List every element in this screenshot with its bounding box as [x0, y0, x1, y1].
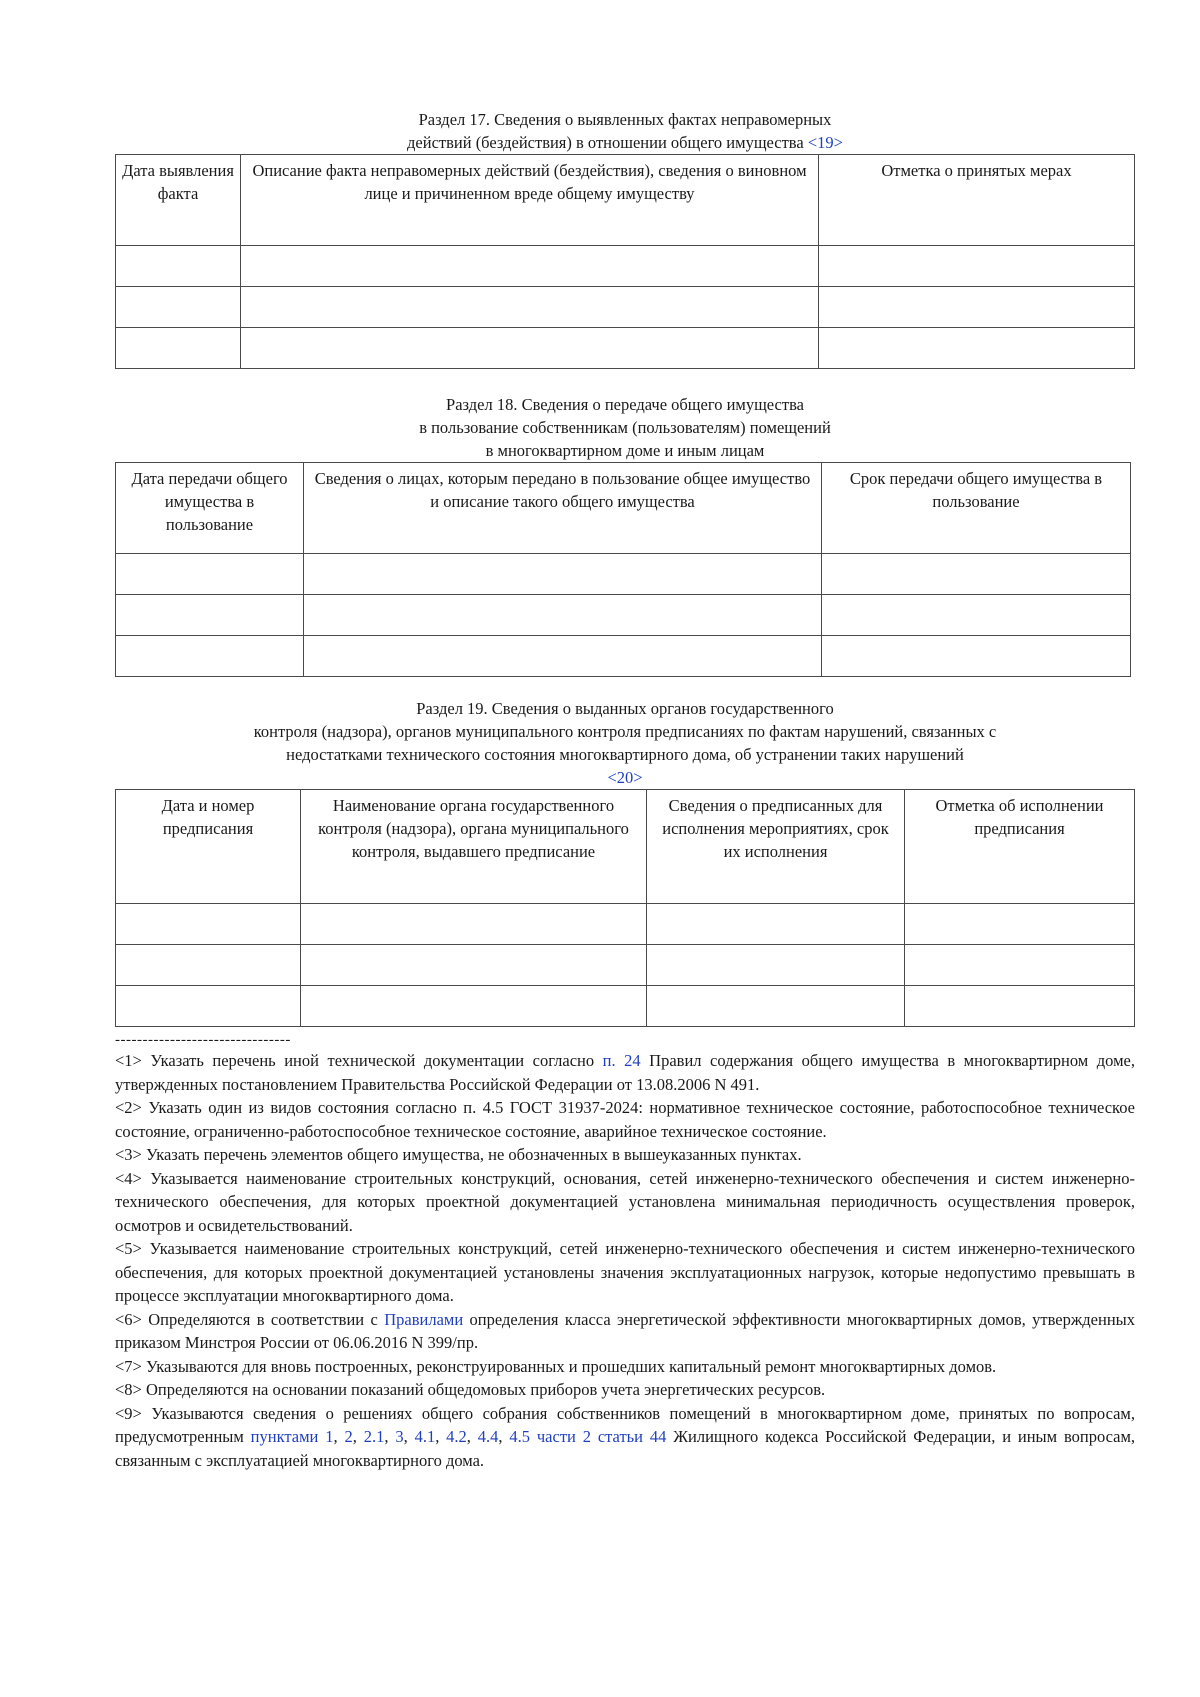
table-cell[interactable]	[116, 986, 301, 1027]
column-header: Наименование органа государственного контроля (надзора), органа муниципального контроля, выдавшего предписание	[301, 790, 647, 904]
table-cell[interactable]	[301, 945, 647, 986]
table-row	[116, 554, 1131, 595]
footnote-8: <8> Определяются на основании показаний общедомовых приборов учета энергетических ресурсов.	[115, 1380, 826, 1399]
footnotes	[115, 1049, 1135, 1472]
table-cell[interactable]	[905, 945, 1135, 986]
column-header: Сведения о лицах, которым передано в пользование общее имущество и описание такого общего имущества	[304, 463, 822, 554]
table-cell[interactable]	[647, 986, 905, 1027]
footnote-link-19[interactable]: <19>	[807, 133, 843, 152]
table-cell[interactable]	[241, 246, 819, 287]
table-cell[interactable]	[822, 636, 1131, 677]
table-cell[interactable]	[647, 945, 905, 986]
section-17-title: Раздел 17. Сведения о выявленных фактах неправомерных действий (бездействия) в отношении общего имущества <19>	[407, 110, 843, 152]
column-header: Отметка о принятых мерах	[819, 155, 1135, 246]
table-row	[116, 246, 1135, 287]
table-cell[interactable]	[116, 904, 301, 945]
section-18-table	[115, 462, 1131, 677]
table-cell[interactable]	[301, 904, 647, 945]
table-row	[116, 636, 1131, 677]
footnote-1: <1> Указать перечень иной технической документации согласно п. 24 Правил содержания общего имущества в многоквартирном доме, утвержденных постановлением Правительства Российской Федерации от 13.08.2006 N 491.	[115, 1051, 1136, 1094]
table-cell[interactable]	[819, 328, 1135, 369]
table-cell[interactable]	[304, 636, 822, 677]
table-cell[interactable]	[905, 986, 1135, 1027]
section-19-table	[115, 789, 1135, 1027]
table-cell[interactable]	[819, 287, 1135, 328]
table-cell[interactable]	[116, 636, 304, 677]
table-cell[interactable]	[822, 554, 1131, 595]
table-cell[interactable]	[822, 595, 1131, 636]
section-19-title: Раздел 19. Сведения о выданных органов государственного контроля (надзора), органов муниципального контроля предписаниях по фактам нарушений, связанных с недостатками технического состояния многоквартирного дома, об устранении таких нарушений <20>	[253, 699, 997, 787]
section-18-title: Раздел 18. Сведения о передаче общего имущества в пользование собственникам (пользователям) помещений в многоквартирном доме и иным лицам	[419, 395, 831, 460]
footnote-separator: --------------------------------	[115, 1032, 291, 1048]
link-article-44-item[interactable]: 2	[344, 1427, 353, 1446]
table-cell[interactable]	[905, 904, 1135, 945]
table-row	[116, 328, 1135, 369]
table-header-row	[116, 790, 1135, 904]
table-header-row	[116, 463, 1131, 554]
link-article-44-item[interactable]: 4.5 части 2 статьи 44	[509, 1427, 667, 1446]
table-cell[interactable]	[116, 595, 304, 636]
footnote-5: <5> Указывается наименование строительных конструкций, сетей инженерно-технического обеспечения и систем инженерно-технического обеспечения, для которых проектной документацией установлены значения эксплуатационных нагрузок, которые недопустимо превышать в процессе эксплуатации многоквартирного дома.	[115, 1239, 1135, 1305]
footnote-4: <4> Указывается наименование строительных конструкций, основания, сетей инженерно-технического обеспечения и систем инженерно-технического обеспечения, для которых проектной документацией установлена минимальная периодичность осуществления проверок, осмотров и освидетельствований.	[115, 1168, 1135, 1235]
footnote-7: <7> Указываются для вновь построенных, реконструированных и прошедших капитальный ремонт многоквартирных домов.	[115, 1356, 997, 1376]
table-header-row	[116, 155, 1135, 246]
table-cell[interactable]	[647, 904, 905, 945]
link-rules[interactable]: Правилами	[384, 1309, 464, 1329]
section-17-table	[115, 154, 1135, 369]
table-cell[interactable]	[819, 246, 1135, 287]
column-header: Описание факта неправомерных действий (бездействия), сведения о виновном лице и причиненном вреде общему имуществу	[241, 155, 819, 246]
table-cell[interactable]	[116, 945, 301, 986]
table-cell[interactable]	[241, 287, 819, 328]
table-cell[interactable]	[304, 554, 822, 595]
link-article-44-item[interactable]: 4.1	[414, 1427, 436, 1446]
table-cell[interactable]	[116, 554, 304, 595]
table-row	[116, 904, 1135, 945]
link-article-44-item[interactable]: 4.4	[477, 1427, 499, 1446]
table-cell[interactable]	[116, 328, 241, 369]
table-row	[116, 945, 1135, 986]
table-cell[interactable]	[304, 595, 822, 636]
footnote-3: <3> Указать перечень элементов общего имущества, не обозначенных в вышеуказанных пунктах.	[115, 1145, 802, 1164]
column-header: Срок передачи общего имущества в пользование	[822, 463, 1131, 554]
footnote-2: <2> Указать один из видов состояния согласно п. 4.5 ГОСТ 31937-2024: нормативное техническое состояние, работоспособное техническое состояние, ограниченно-работоспособное техническое состояние, аварийное техническое состояние.	[115, 1098, 1135, 1141]
table-cell[interactable]	[116, 287, 241, 328]
column-header: Дата передачи общего имущества в пользование	[116, 463, 304, 554]
table-row	[116, 986, 1135, 1027]
table-cell[interactable]	[116, 246, 241, 287]
column-header: Сведения о предписанных для исполнения мероприятиях, срок их исполнения	[647, 790, 905, 904]
document-page	[115, 108, 1135, 1472]
link-article-44-item[interactable]: 2.1	[363, 1427, 385, 1446]
link-article-44-item[interactable]: пунктами 1	[250, 1427, 334, 1446]
column-header: Отметка об исполнении предписания	[905, 790, 1135, 904]
table-cell[interactable]	[241, 328, 819, 369]
column-header: Дата выявления факта	[116, 155, 241, 246]
table-row	[116, 595, 1131, 636]
link-article-44-item[interactable]: 3	[395, 1427, 404, 1446]
footnote-link-20[interactable]: <20>	[607, 768, 643, 787]
column-header: Дата и номер предписания	[116, 790, 301, 904]
table-cell[interactable]	[301, 986, 647, 1027]
link-article-44-item[interactable]: 4.2	[446, 1427, 467, 1446]
footnote-9: <9> Указываются сведения о решениях общего собрания собственников помещений в многоквартирном доме, принятых по вопросам, предусмотренным пунктами 1, 2, 2.1, 3, 4.1, 4.2, 4.4, 4.5 части 2 статьи 44 Жилищного кодекса Российской Федерации, и иным вопросам, связанным с эксплуатацией многоквартирного дома.	[115, 1403, 1136, 1470]
table-row	[116, 287, 1135, 328]
footnote-6: <6> Определяются в соответствии с Правилами определения класса энергетической эффективности многоквартирных домов, утвержденных приказом Минстроя России от 06.06.2016 N 399/пр.	[115, 1309, 1135, 1352]
link-p24[interactable]: п. 24	[602, 1051, 641, 1070]
